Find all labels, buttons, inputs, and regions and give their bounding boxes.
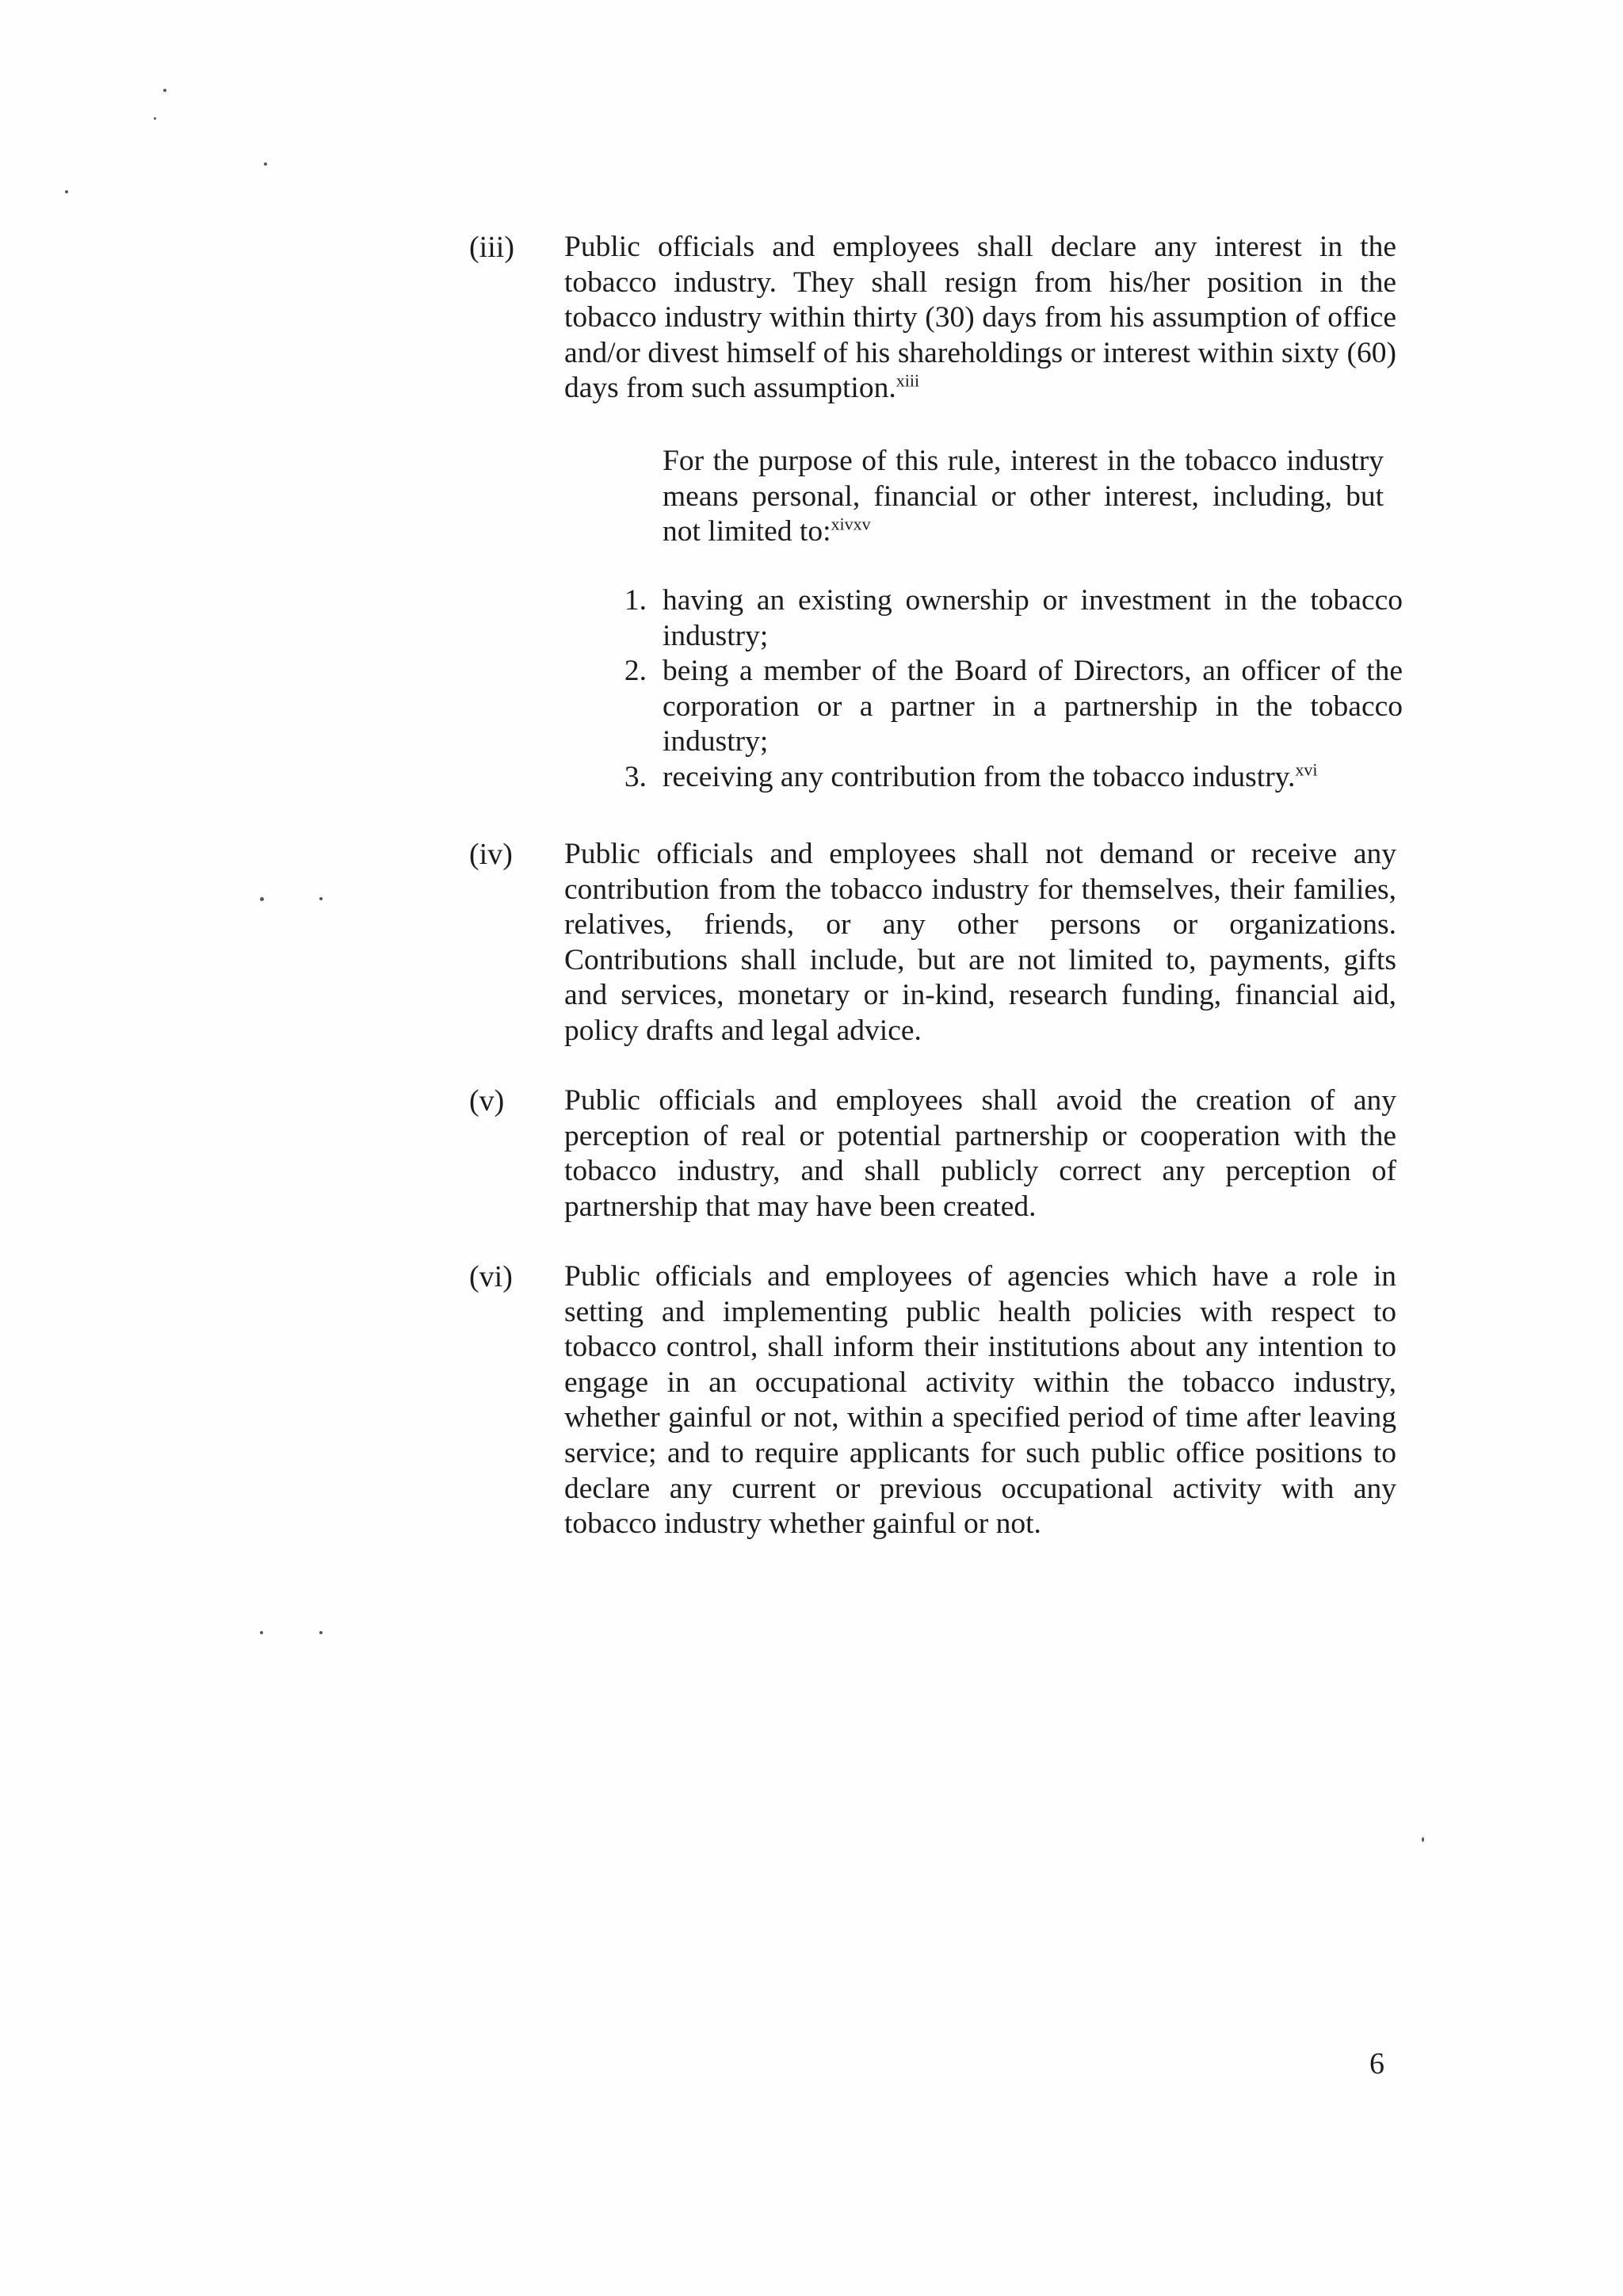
scan-speck xyxy=(163,89,166,92)
purpose-paragraph xyxy=(663,444,1384,550)
clause-label: (v) xyxy=(469,1084,505,1117)
list-text xyxy=(663,760,1403,796)
interest-list xyxy=(602,583,1403,796)
endnote-ref: xiii xyxy=(896,370,920,391)
scan-speck xyxy=(264,162,267,166)
clause-label: (iii) xyxy=(469,231,514,264)
list-number: 1. xyxy=(624,584,647,617)
clause-text: Public officials and employees shall avoid the creation of any perception of real or potential partnership or cooperation with the tobacco industry, and shall publicly correct any perception of partnership that may have been created. xyxy=(564,1084,1396,1223)
list-number: 3. xyxy=(624,760,647,793)
clause-label: (iv) xyxy=(469,838,513,871)
list-number: 2. xyxy=(624,655,647,688)
endnote-ref: xvi xyxy=(1295,759,1318,780)
scan-speck xyxy=(154,117,156,120)
list-text-body: receiving any contribution from the tobacco industry. xyxy=(663,760,1296,793)
endnote-ref: xivxv xyxy=(831,514,871,534)
clause-text xyxy=(564,230,1396,407)
clause-text: Public officials and employees of agencies which have a role in setting and implementing public health policies with respect to tobacco control, shall inform their institutions about any intention to engage in an occupational activity within the tobacco industry, whether gainful or not, within a specified period of time after leaving service; and to require applicants for such public office positions to declare any current or previous occupational activity with any tobacco industry whether gainful or not. xyxy=(564,1260,1396,1541)
list-text: being a member of the Board of Directors, an officer of the corporation or a partner in a partnership in the tobacco industry; xyxy=(663,655,1403,758)
list-text: having an existing ownership or investment in the tobacco industry; xyxy=(663,584,1403,652)
list-item xyxy=(602,654,1403,760)
clause-text: Public officials and employees shall not demand or receive any contribution from the tobacco industry for themselves, their families, relatives, friends, or any other persons or organizations. Contributions shall include, but are not limited to, payments, gifts and services, monetary or in-kind, research funding, financial aid, policy drafts and legal advice. xyxy=(564,838,1396,1047)
scan-speck xyxy=(1422,1837,1424,1842)
list-item xyxy=(602,760,1403,796)
scan-speck xyxy=(260,897,264,901)
list-item xyxy=(602,583,1403,654)
clause-body: Public officials and employees shall declare any interest in the tobacco industry. They shall resign from his/her position in the tobacco industry within thirty (30) days from his assumption of office and/or divest himself of his shareholdings or interest within sixty (60) days from such assumption. xyxy=(564,231,1396,405)
scan-speck xyxy=(260,1631,263,1634)
clause-label: (vi) xyxy=(469,1260,513,1293)
scan-speck xyxy=(319,897,323,900)
page-number: 6 xyxy=(1369,2047,1384,2080)
scan-speck xyxy=(65,190,68,193)
scan-speck xyxy=(319,1631,323,1634)
purpose-text: For the purpose of this rule, interest in the tobacco industry means personal, financial or other interest, including, but not limited to: xyxy=(663,445,1384,548)
